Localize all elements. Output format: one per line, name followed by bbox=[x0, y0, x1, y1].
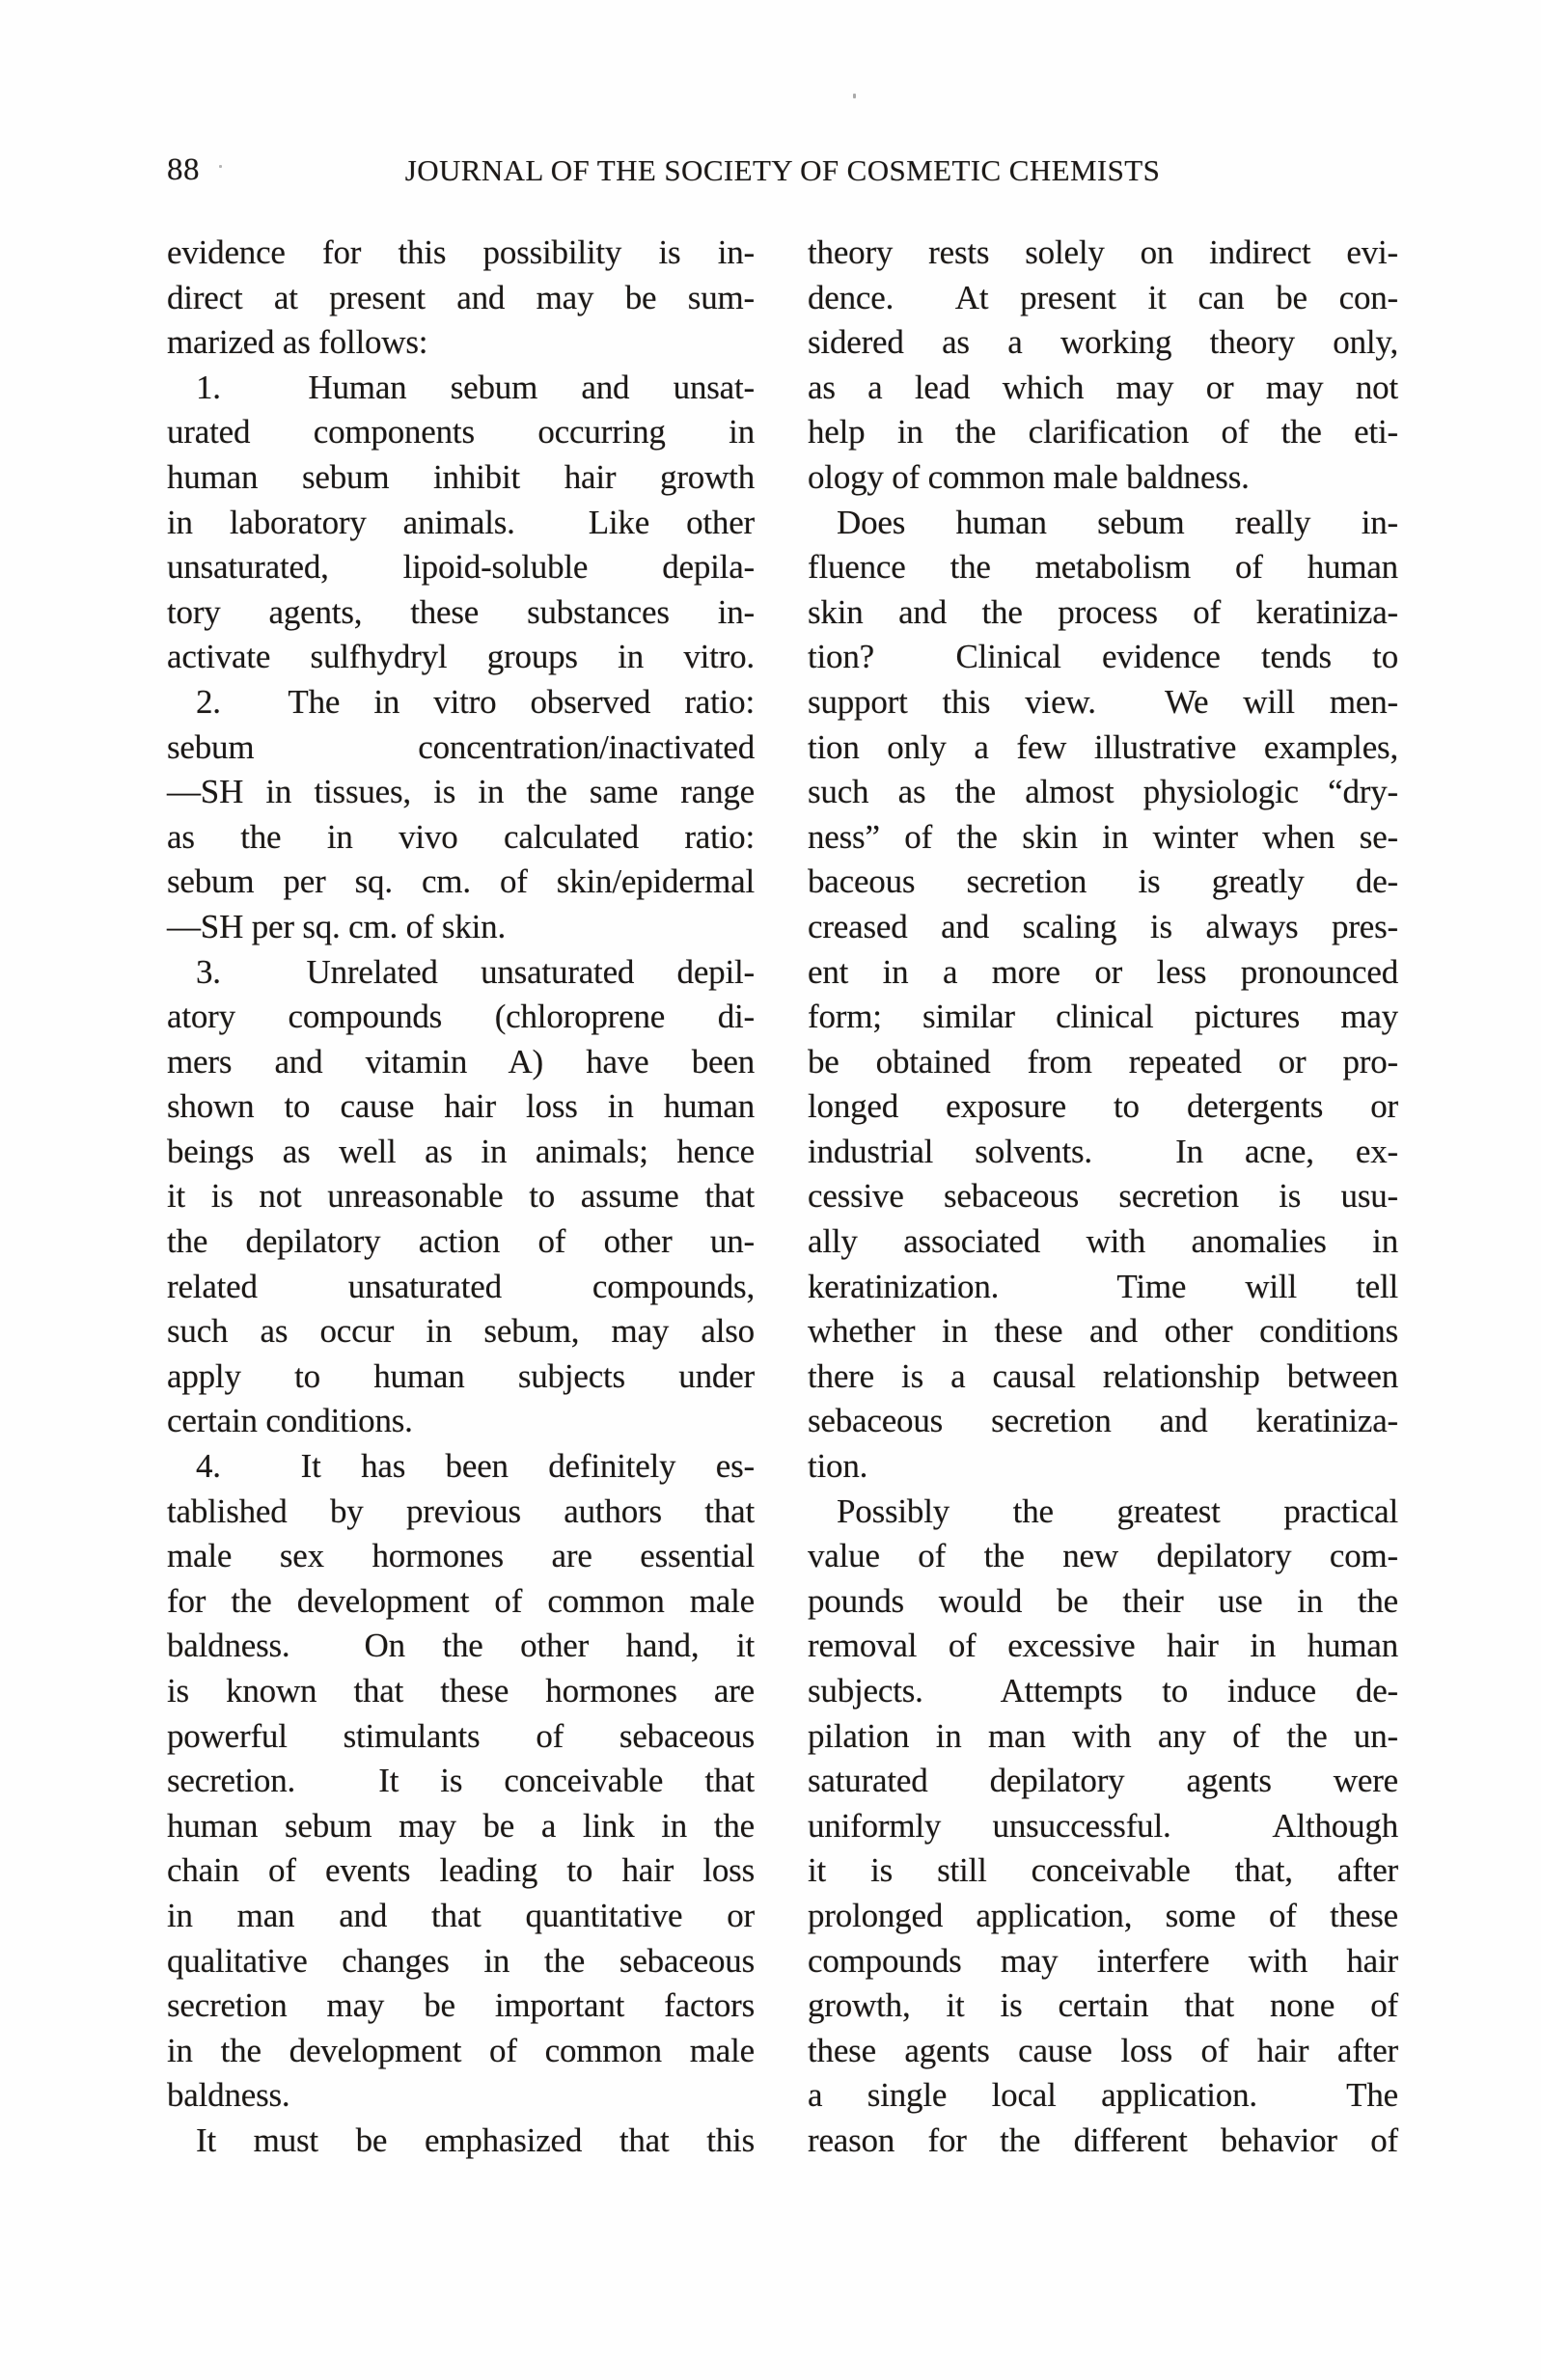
text-line: in man and that quantitative or bbox=[167, 1896, 755, 1934]
text-line: sebaceous secretion and keratiniza- bbox=[808, 1402, 1398, 1440]
text-line: tion? Clinical evidence tends to bbox=[808, 638, 1398, 676]
scan-speck bbox=[853, 94, 856, 98]
text-line: uniformly unsuccessful. Although bbox=[808, 1806, 1398, 1845]
text-line: activate sulfhydryl groups in vitro. bbox=[167, 638, 755, 676]
text-line: in laboratory animals. Like other bbox=[167, 503, 755, 541]
text-line: certain conditions. bbox=[167, 1402, 413, 1440]
text-line: value of the new depilatory com- bbox=[808, 1537, 1398, 1575]
text-column-left bbox=[167, 231, 755, 2164]
text-line: such as the almost physiologic “dry- bbox=[808, 773, 1398, 811]
text-line: removal of excessive hair in human bbox=[808, 1627, 1398, 1665]
text-line: powerful stimulants of sebaceous bbox=[167, 1716, 755, 1755]
text-line: ally associated with anomalies in bbox=[808, 1222, 1398, 1261]
text-line: cessive sebaceous secretion is usu- bbox=[808, 1177, 1398, 1216]
text-line: it is not unreasonable to assume that bbox=[167, 1177, 755, 1216]
text-line: industrial solvents. In acne, ex- bbox=[808, 1132, 1398, 1170]
text-line: reason for the different behavior of bbox=[808, 2120, 1398, 2159]
text-line: 4. It has been definitely es- bbox=[196, 1447, 755, 1486]
text-line: theory rests solely on indirect evi- bbox=[808, 233, 1398, 271]
text-line: secretion. It is conceivable that bbox=[167, 1762, 755, 1800]
text-line: in the development of common male bbox=[167, 2031, 755, 2069]
text-line: as a lead which may or may not bbox=[808, 368, 1398, 406]
text-line: tion. bbox=[808, 1447, 868, 1486]
text-line: 3. Unrelated unsaturated depil- bbox=[196, 952, 755, 991]
text-line: male sex hormones are essential bbox=[167, 1537, 755, 1575]
text-line: be obtained from repeated or pro- bbox=[808, 1042, 1398, 1081]
text-line: baceous secretion is greatly de- bbox=[808, 862, 1398, 901]
text-line: form; similar clinical pictures may bbox=[808, 998, 1398, 1036]
text-line: 1. Human sebum and unsat- bbox=[196, 368, 755, 406]
text-line: ology of common male baldness. bbox=[808, 457, 1250, 496]
text-line: sebum per sq. cm. of skin/epidermal bbox=[167, 862, 755, 901]
text-line: Does human sebum really in- bbox=[837, 503, 1398, 541]
text-line: 2. The in vitro observed ratio: bbox=[196, 682, 755, 721]
text-line: —SH in tissues, is in the same range bbox=[167, 773, 755, 811]
text-line: marized as follows: bbox=[167, 323, 428, 362]
text-line: human sebum inhibit hair growth bbox=[167, 457, 755, 496]
text-line: baldness. bbox=[167, 2076, 290, 2115]
text-line: It must be emphasized that this bbox=[196, 2120, 755, 2159]
text-line: atory compounds (chloroprene di- bbox=[167, 998, 755, 1036]
text-line: prolonged application, some of these bbox=[808, 1896, 1398, 1934]
text-line: —SH per sq. cm. of skin. bbox=[167, 907, 507, 945]
text-line: related unsaturated compounds, bbox=[167, 1267, 755, 1305]
text-line: qualitative changes in the sebaceous bbox=[167, 1941, 755, 1980]
text-line: growth, it is certain that none of bbox=[808, 1986, 1398, 2025]
text-line: ness” of the skin in winter when se- bbox=[808, 817, 1398, 856]
text-line: there is a causal relationship between bbox=[808, 1356, 1398, 1395]
text-line: Possibly the greatest practical bbox=[837, 1491, 1398, 1530]
text-line: sebum concentration/inactivated bbox=[167, 727, 755, 766]
text-line: it is still conceivable that, after bbox=[808, 1851, 1398, 1890]
text-line: longed exposure to detergents or bbox=[808, 1087, 1398, 1126]
text-line: support this view. We will men- bbox=[808, 682, 1398, 721]
text-line: chain of events leading to hair loss bbox=[167, 1851, 755, 1890]
text-line: direct at present and may be sum- bbox=[167, 278, 755, 316]
text-line: creased and scaling is always pres- bbox=[808, 907, 1398, 945]
text-line: help in the clarification of the eti- bbox=[808, 413, 1398, 451]
text-line: the depilatory action of other un- bbox=[167, 1222, 755, 1261]
text-line: unsaturated, lipoid-soluble depila- bbox=[167, 548, 755, 587]
text-line: skin and the process of keratiniza- bbox=[808, 592, 1398, 631]
text-line: pounds would be their use in the bbox=[808, 1581, 1398, 1620]
text-line: for the development of common male bbox=[167, 1581, 755, 1620]
page-number: 88 bbox=[167, 152, 200, 187]
text-line: subjects. Attempts to induce de- bbox=[808, 1672, 1398, 1710]
text-line: as the in vivo calculated ratio: bbox=[167, 817, 755, 856]
text-line: secretion may be important factors bbox=[167, 1986, 755, 2025]
text-line: ent in a more or less pronounced bbox=[808, 952, 1398, 991]
text-line: urated components occurring in bbox=[167, 413, 755, 451]
text-line: whether in these and other conditions bbox=[808, 1312, 1398, 1351]
journal-title: JOURNAL OF THE SOCIETY OF COSMETIC CHEMISTS bbox=[404, 153, 1161, 187]
text-line: shown to cause hair loss in human bbox=[167, 1087, 755, 1126]
text-line: tablished by previous authors that bbox=[167, 1491, 755, 1530]
text-line: a single local application. The bbox=[808, 2076, 1398, 2115]
text-column-right bbox=[808, 231, 1398, 2164]
text-line: mers and vitamin A) have been bbox=[167, 1042, 755, 1081]
text-line: tory agents, these substances in- bbox=[167, 592, 755, 631]
text-line: apply to human subjects under bbox=[167, 1356, 755, 1395]
text-line: sidered as a working theory only, bbox=[808, 323, 1398, 362]
text-line: pilation in man with any of the un- bbox=[808, 1716, 1398, 1755]
text-line: fluence the metabolism of human bbox=[808, 548, 1398, 587]
text-line: evidence for this possibility is in- bbox=[167, 233, 755, 271]
text-line: baldness. On the other hand, it bbox=[167, 1627, 755, 1665]
text-line: tion only a few illustrative examples, bbox=[808, 727, 1398, 766]
text-line: dence. At present it can be con- bbox=[808, 278, 1398, 316]
text-line: human sebum may be a link in the bbox=[167, 1806, 755, 1845]
text-line: compounds may interfere with hair bbox=[808, 1941, 1398, 1980]
text-line: these agents cause loss of hair after bbox=[808, 2031, 1398, 2069]
text-line: beings as well as in animals; hence bbox=[167, 1132, 755, 1170]
text-line: keratinization. Time will tell bbox=[808, 1267, 1398, 1305]
text-line: saturated depilatory agents were bbox=[808, 1762, 1398, 1800]
running-header bbox=[167, 152, 1398, 191]
text-line: such as occur in sebum, may also bbox=[167, 1312, 755, 1351]
text-line: is known that these hormones are bbox=[167, 1672, 755, 1710]
